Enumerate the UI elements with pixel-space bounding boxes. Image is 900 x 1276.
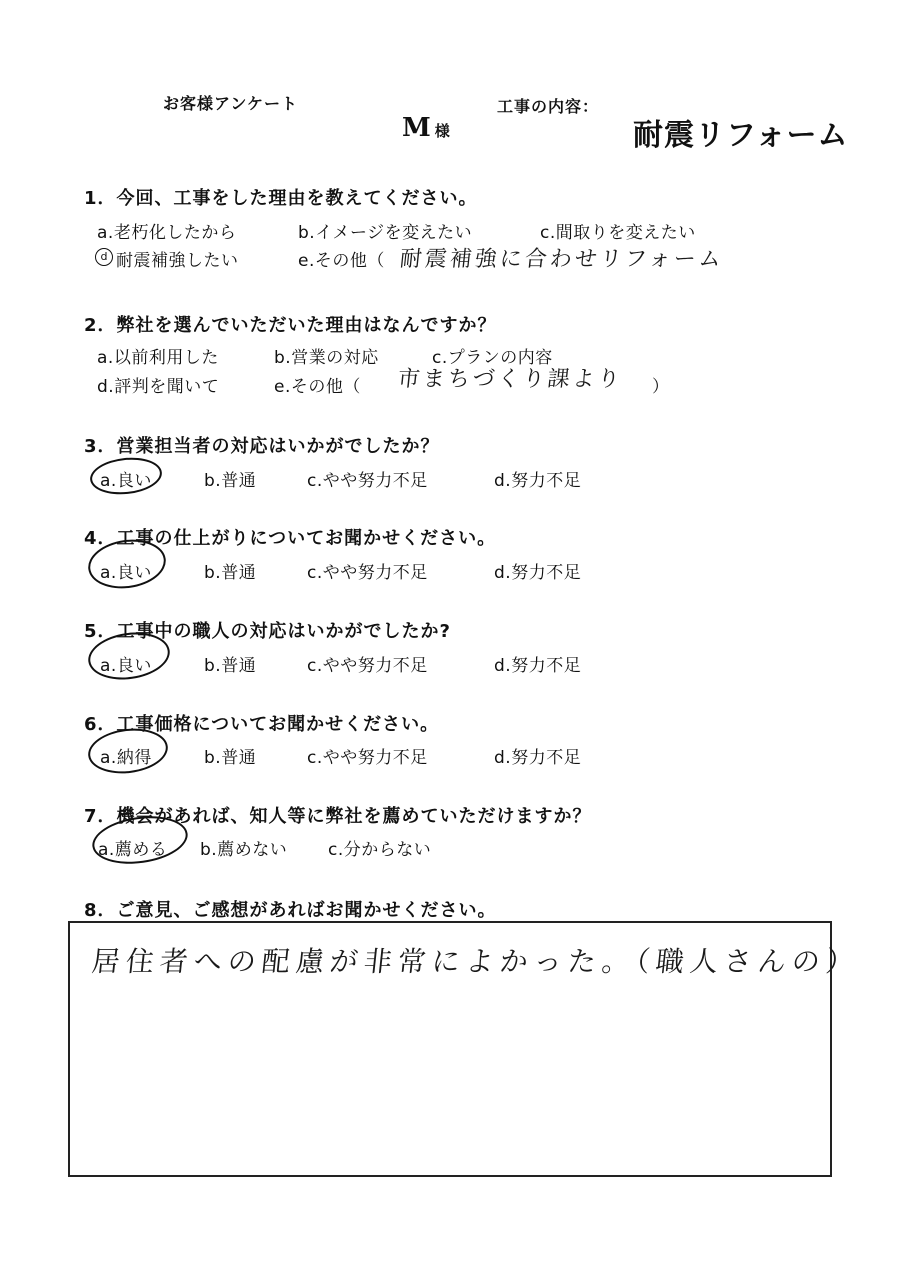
q5-option-c: c.やや努力不足 <box>307 656 428 676</box>
q2-option-e: e.その他（ <box>274 377 361 397</box>
q1-option-e: e.その他（ <box>298 251 385 271</box>
q5-option-b: b.普通 <box>204 656 257 676</box>
customer-name <box>402 113 450 143</box>
work-type: 耐震リフォーム <box>633 118 849 153</box>
question-2: 2．弊社を選んでいただいた理由はなんですか？ <box>84 315 497 336</box>
question-6: 6．工事価格についてお聞かせください。 <box>84 714 440 735</box>
q4-option-c: c.やや努力不足 <box>307 563 428 583</box>
q1-option-a: a.老朽化したから <box>97 223 237 243</box>
q6-option-b: b.普通 <box>204 748 257 768</box>
question-4: 4．工事の仕上がりについてお聞かせください。 <box>84 528 497 549</box>
question-3: 3．営業担当者の対応はいかがでしたか？ <box>84 436 440 457</box>
q1-option-b: b.イメージを変えたい <box>298 223 473 243</box>
q5-option-a: a.良い <box>100 656 152 676</box>
q3-selected-circle <box>88 454 163 497</box>
q1-option-d-circled-letter: d <box>95 248 113 266</box>
q5-option-d: d.努力不足 <box>494 656 582 676</box>
q1-option-c: c.間取りを変えたい <box>540 223 696 243</box>
q2-option-c: c.プランの内容 <box>432 348 553 368</box>
q4-option-b: b.普通 <box>204 563 257 583</box>
q4-option-d: d.努力不足 <box>494 563 582 583</box>
q7-option-a: a.薦める <box>98 840 168 860</box>
q6-option-c: c.やや努力不足 <box>307 748 428 768</box>
question-8: 8．ご意見、ご感想があればお聞かせください。 <box>84 900 497 921</box>
customer-honorific: 様 <box>434 122 450 140</box>
q1-handwritten-answer: 耐震補強に合わせリフォーム <box>398 247 726 272</box>
q7-option-c: c.分からない <box>328 840 432 860</box>
q8-handwritten-comment: 居住者への配慮が非常によかった。（職人さんの） <box>90 945 862 978</box>
q6-option-d: d.努力不足 <box>494 748 582 768</box>
q2-handwritten-answer: 市まちづくり課より <box>396 367 624 392</box>
q4-option-a: a.良い <box>100 563 152 583</box>
q1-option-d: 耐震補強したい <box>116 251 239 271</box>
q2-option-e-close: ） <box>652 377 670 397</box>
q2-option-d: d.評判を聞いて <box>97 377 220 397</box>
customer-name-text: M <box>402 113 431 143</box>
q3-option-b: b.普通 <box>204 471 257 491</box>
q7-option-b: b.薦めない <box>200 840 288 860</box>
question-7: 7．機会があれば、知人等に弊社を薦めていただけますか？ <box>84 806 592 827</box>
survey-title: お客様アンケート <box>163 94 299 113</box>
q3-option-c: c.やや努力不足 <box>307 471 428 491</box>
work-content-label: 工事の内容： <box>497 97 600 116</box>
q2-option-b: b.営業の対応 <box>274 348 379 368</box>
q2-option-a: a.以前利用した <box>97 348 219 368</box>
q3-option-d: d.努力不足 <box>494 471 582 491</box>
question-5: 5．工事中の職人の対応はいかがでしたか? <box>84 621 451 642</box>
q3-option-a: a.良い <box>100 471 152 491</box>
question-1: 1．今回、工事をした理由を教えてください。 <box>84 188 478 209</box>
q6-option-a: a.納得 <box>100 748 152 768</box>
